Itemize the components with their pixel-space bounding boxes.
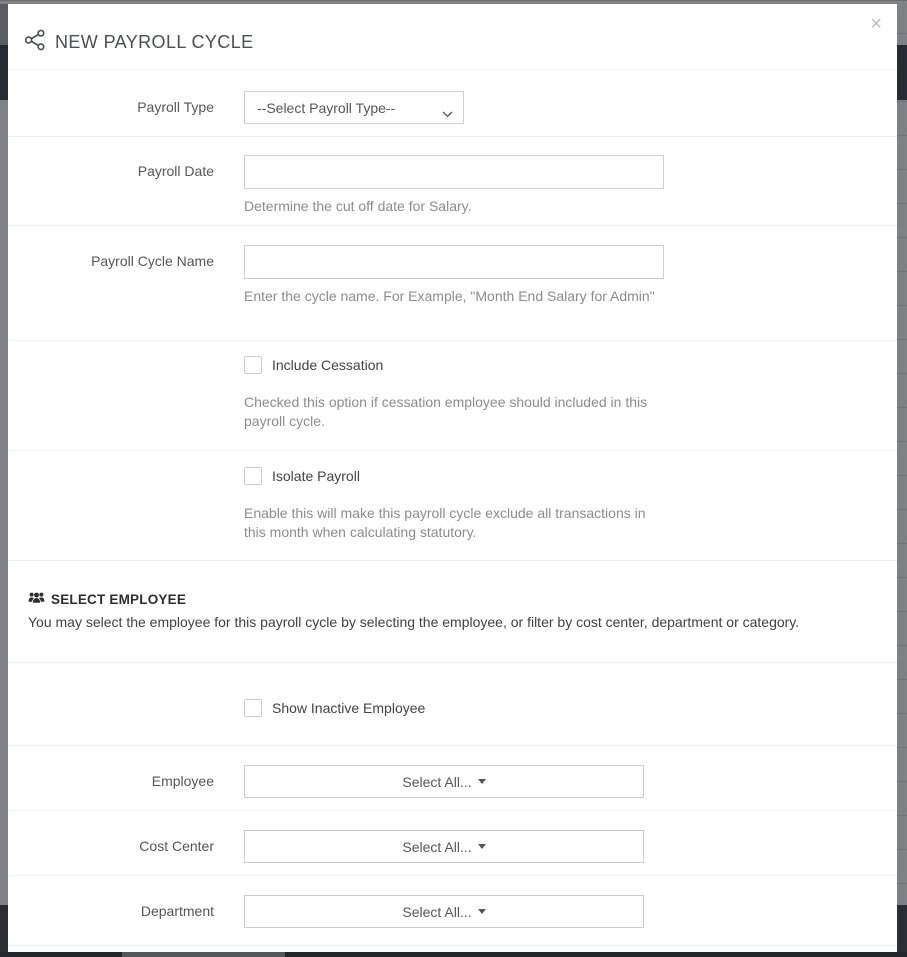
department-select-all-dropdown[interactable] [244, 895, 644, 928]
background-navbar-right [897, 45, 907, 100]
payroll-type-select[interactable] [244, 91, 464, 124]
select-employee-title [28, 591, 877, 607]
caret-down-icon [478, 844, 486, 849]
select-employee-title-text: SELECT EMPLOYEE [51, 591, 187, 607]
chevron-down-icon [442, 105, 453, 121]
show-inactive-checkbox[interactable] [244, 699, 262, 717]
employee-row [8, 746, 897, 811]
payroll-date-input[interactable] [244, 155, 664, 189]
background-footer-right [897, 905, 907, 957]
modal-header [8, 4, 897, 70]
page-left-edge [0, 0, 8, 957]
payroll-type-selected-value: --Select Payroll Type-- [257, 99, 396, 116]
include-cessation-row [8, 341, 897, 451]
modal-title [24, 29, 254, 56]
isolate-payroll-label[interactable]: Isolate Payroll [272, 468, 360, 484]
employee-select-all-dropdown[interactable] [244, 765, 644, 798]
employee-label: Employee [151, 773, 214, 789]
payroll-cycle-name-input[interactable] [244, 245, 664, 279]
isolate-payroll-checkbox[interactable] [244, 467, 262, 485]
department-dropdown-label: Select All... [402, 903, 472, 920]
modal-title-text: NEW PAYROLL CYCLE [55, 32, 254, 52]
payroll-date-label: Payroll Date [137, 163, 214, 179]
payroll-date-row [8, 137, 897, 226]
cost-center-dropdown-label: Select All... [402, 838, 472, 855]
scrollbar-thumb[interactable] [122, 952, 285, 957]
employee-dropdown-label: Select All... [402, 773, 472, 790]
cost-center-label: Cost Center [139, 838, 214, 854]
page-left-edge-shade [0, 0, 8, 45]
isolate-payroll-help: Enable this will make this payroll cycle exclude all transactions in this month when calculating statutory. [244, 505, 646, 540]
department-label: Department [140, 903, 214, 919]
payroll-date-help: Determine the cut off date for Salary. [244, 198, 472, 214]
page-right-edge [897, 0, 907, 957]
payroll-cycle-name-label: Payroll Cycle Name [91, 253, 214, 269]
caret-down-icon [478, 909, 486, 914]
department-row [8, 876, 897, 946]
cost-center-row [8, 811, 897, 876]
cost-center-select-all-dropdown[interactable] [244, 830, 644, 863]
background-navbar-left [0, 45, 8, 100]
payroll-type-label: Payroll Type [137, 99, 214, 115]
page-top-edge [0, 0, 907, 4]
caret-down-icon [478, 779, 486, 784]
share-nodes-icon [24, 29, 46, 56]
payroll-type-row [8, 70, 897, 137]
background-footer-left [0, 905, 8, 957]
users-icon [28, 591, 45, 607]
isolate-payroll-row [8, 451, 897, 561]
new-payroll-cycle-modal [8, 4, 897, 952]
include-cessation-help: Checked this option if cessation employee should included in this payroll cycle. [244, 394, 648, 429]
horizontal-scrollbar[interactable] [0, 952, 907, 957]
include-cessation-label[interactable]: Include Cessation [272, 357, 384, 373]
close-icon[interactable]: × [870, 13, 882, 35]
include-cessation-checkbox[interactable] [244, 356, 262, 374]
show-inactive-label[interactable]: Show Inactive Employee [272, 700, 426, 716]
select-employee-description: You may select the employee for this payroll cycle by selecting the employee, or filter by cost center, department or category. [28, 614, 800, 630]
payroll-cycle-name-help: Enter the cycle name. For Example, "Month End Salary for Admin" [244, 288, 655, 304]
show-inactive-row [8, 663, 897, 746]
payroll-cycle-name-row [8, 226, 897, 341]
select-employee-section-header [8, 561, 897, 663]
